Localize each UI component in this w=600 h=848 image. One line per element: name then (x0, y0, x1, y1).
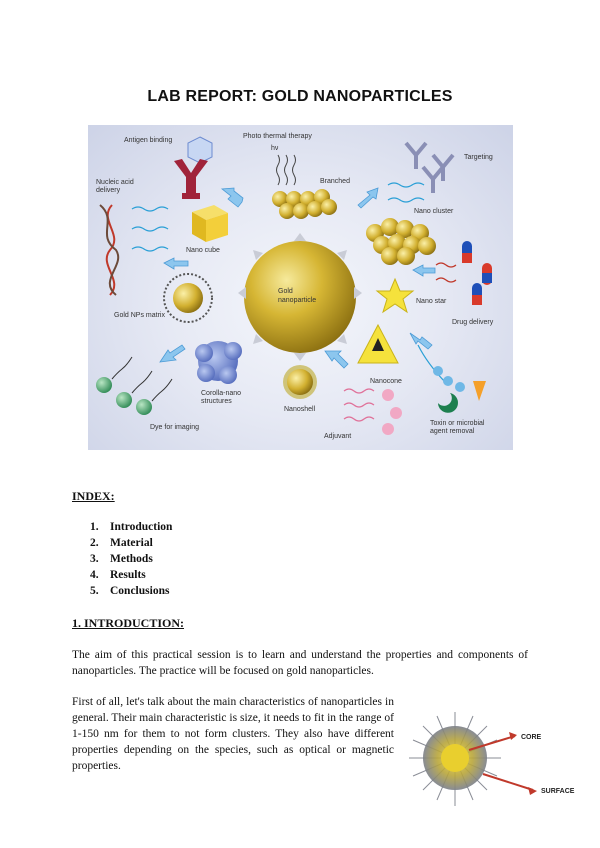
label-corolla-nano: Corolla-nano (201, 390, 242, 397)
targeting-antibodies (406, 143, 453, 193)
index-heading: INDEX: (72, 489, 115, 503)
introduction-heading: 1. INTRODUCTION: (72, 616, 185, 630)
label-photothermal: Photo thermal therapy (243, 133, 312, 140)
label-branched: Branched (320, 178, 350, 185)
nanoparticle-core (441, 744, 469, 772)
document-title: LAB REPORT: GOLD NANOPARTICLES (147, 88, 453, 105)
index-item: 4. Results (90, 569, 146, 581)
index-item: 3. Methods (90, 553, 153, 565)
label-targeting: Targeting (464, 154, 493, 161)
nanoparticle-core-surface-figure (405, 708, 585, 810)
label-gold-nps-matrix: Gold NPs matrix (114, 312, 165, 319)
label-dye-imaging: Dye for imaging (150, 424, 200, 431)
label-nucleic-acid: Nucleic acid (96, 179, 134, 186)
label-drug-delivery: Drug delivery (452, 319, 494, 326)
introduction-paragraph-2: First of all, let's talk about the main characteristics of nanoparticles in general. Their main characteristic is size, it needs to fit in the range of 1-150 nm for them to not form clusters. They also have different properties depending on the species, such as optical or magnetic properties. (72, 696, 394, 772)
toxin-removal-strands (418, 345, 486, 413)
nano-cube (192, 205, 228, 242)
label-agent-removal: agent removal (430, 428, 475, 435)
corolla-nano-structure (195, 341, 242, 384)
label-surface: SURFACE (541, 788, 575, 795)
label-hv: hν (271, 145, 279, 152)
index-list (90, 519, 172, 599)
label-gold: Gold (278, 288, 293, 295)
gold-nps-matrix (164, 274, 212, 322)
nano-star (377, 279, 413, 312)
label-nano-cluster: Nano cluster (414, 208, 454, 215)
index-item: 1. Introduction (90, 521, 173, 533)
label-nanoparticle: nanoparticle (278, 297, 317, 304)
antibody-icon (174, 159, 208, 195)
index-item: 5. Conclusions (90, 585, 170, 597)
label-delivery: delivery (96, 187, 121, 194)
dna-helix-icon (100, 205, 118, 295)
drug-capsules (462, 241, 492, 305)
index-item: 2. Material (90, 537, 153, 549)
nano-cluster (366, 218, 436, 265)
label-core: CORE (521, 734, 542, 741)
label-nanoshell: Nanoshell (284, 406, 316, 413)
introduction-paragraph-1: The aim of this practical session is to learn and understand the properties and components of nanoparticles. The practice will be focused on gold nanoparticles. (72, 649, 528, 677)
branched-nanoparticle (272, 189, 337, 219)
label-nano-cube: Nano cube (186, 247, 220, 254)
label-structures: structures (201, 398, 232, 405)
nanoshell (283, 365, 317, 399)
label-adjuvant: Adjuvant (324, 433, 352, 440)
label-nano-star: Nano star (416, 298, 447, 305)
dye-imaging-spheres (96, 377, 152, 415)
label-toxin: Toxin or microbial (430, 420, 485, 427)
label-nanocone: Nanocone (370, 378, 402, 385)
gold-nanoparticle-figure (88, 125, 513, 450)
adjuvant-spheres (382, 389, 402, 435)
label-antigen-binding: Antigen binding (124, 137, 173, 144)
